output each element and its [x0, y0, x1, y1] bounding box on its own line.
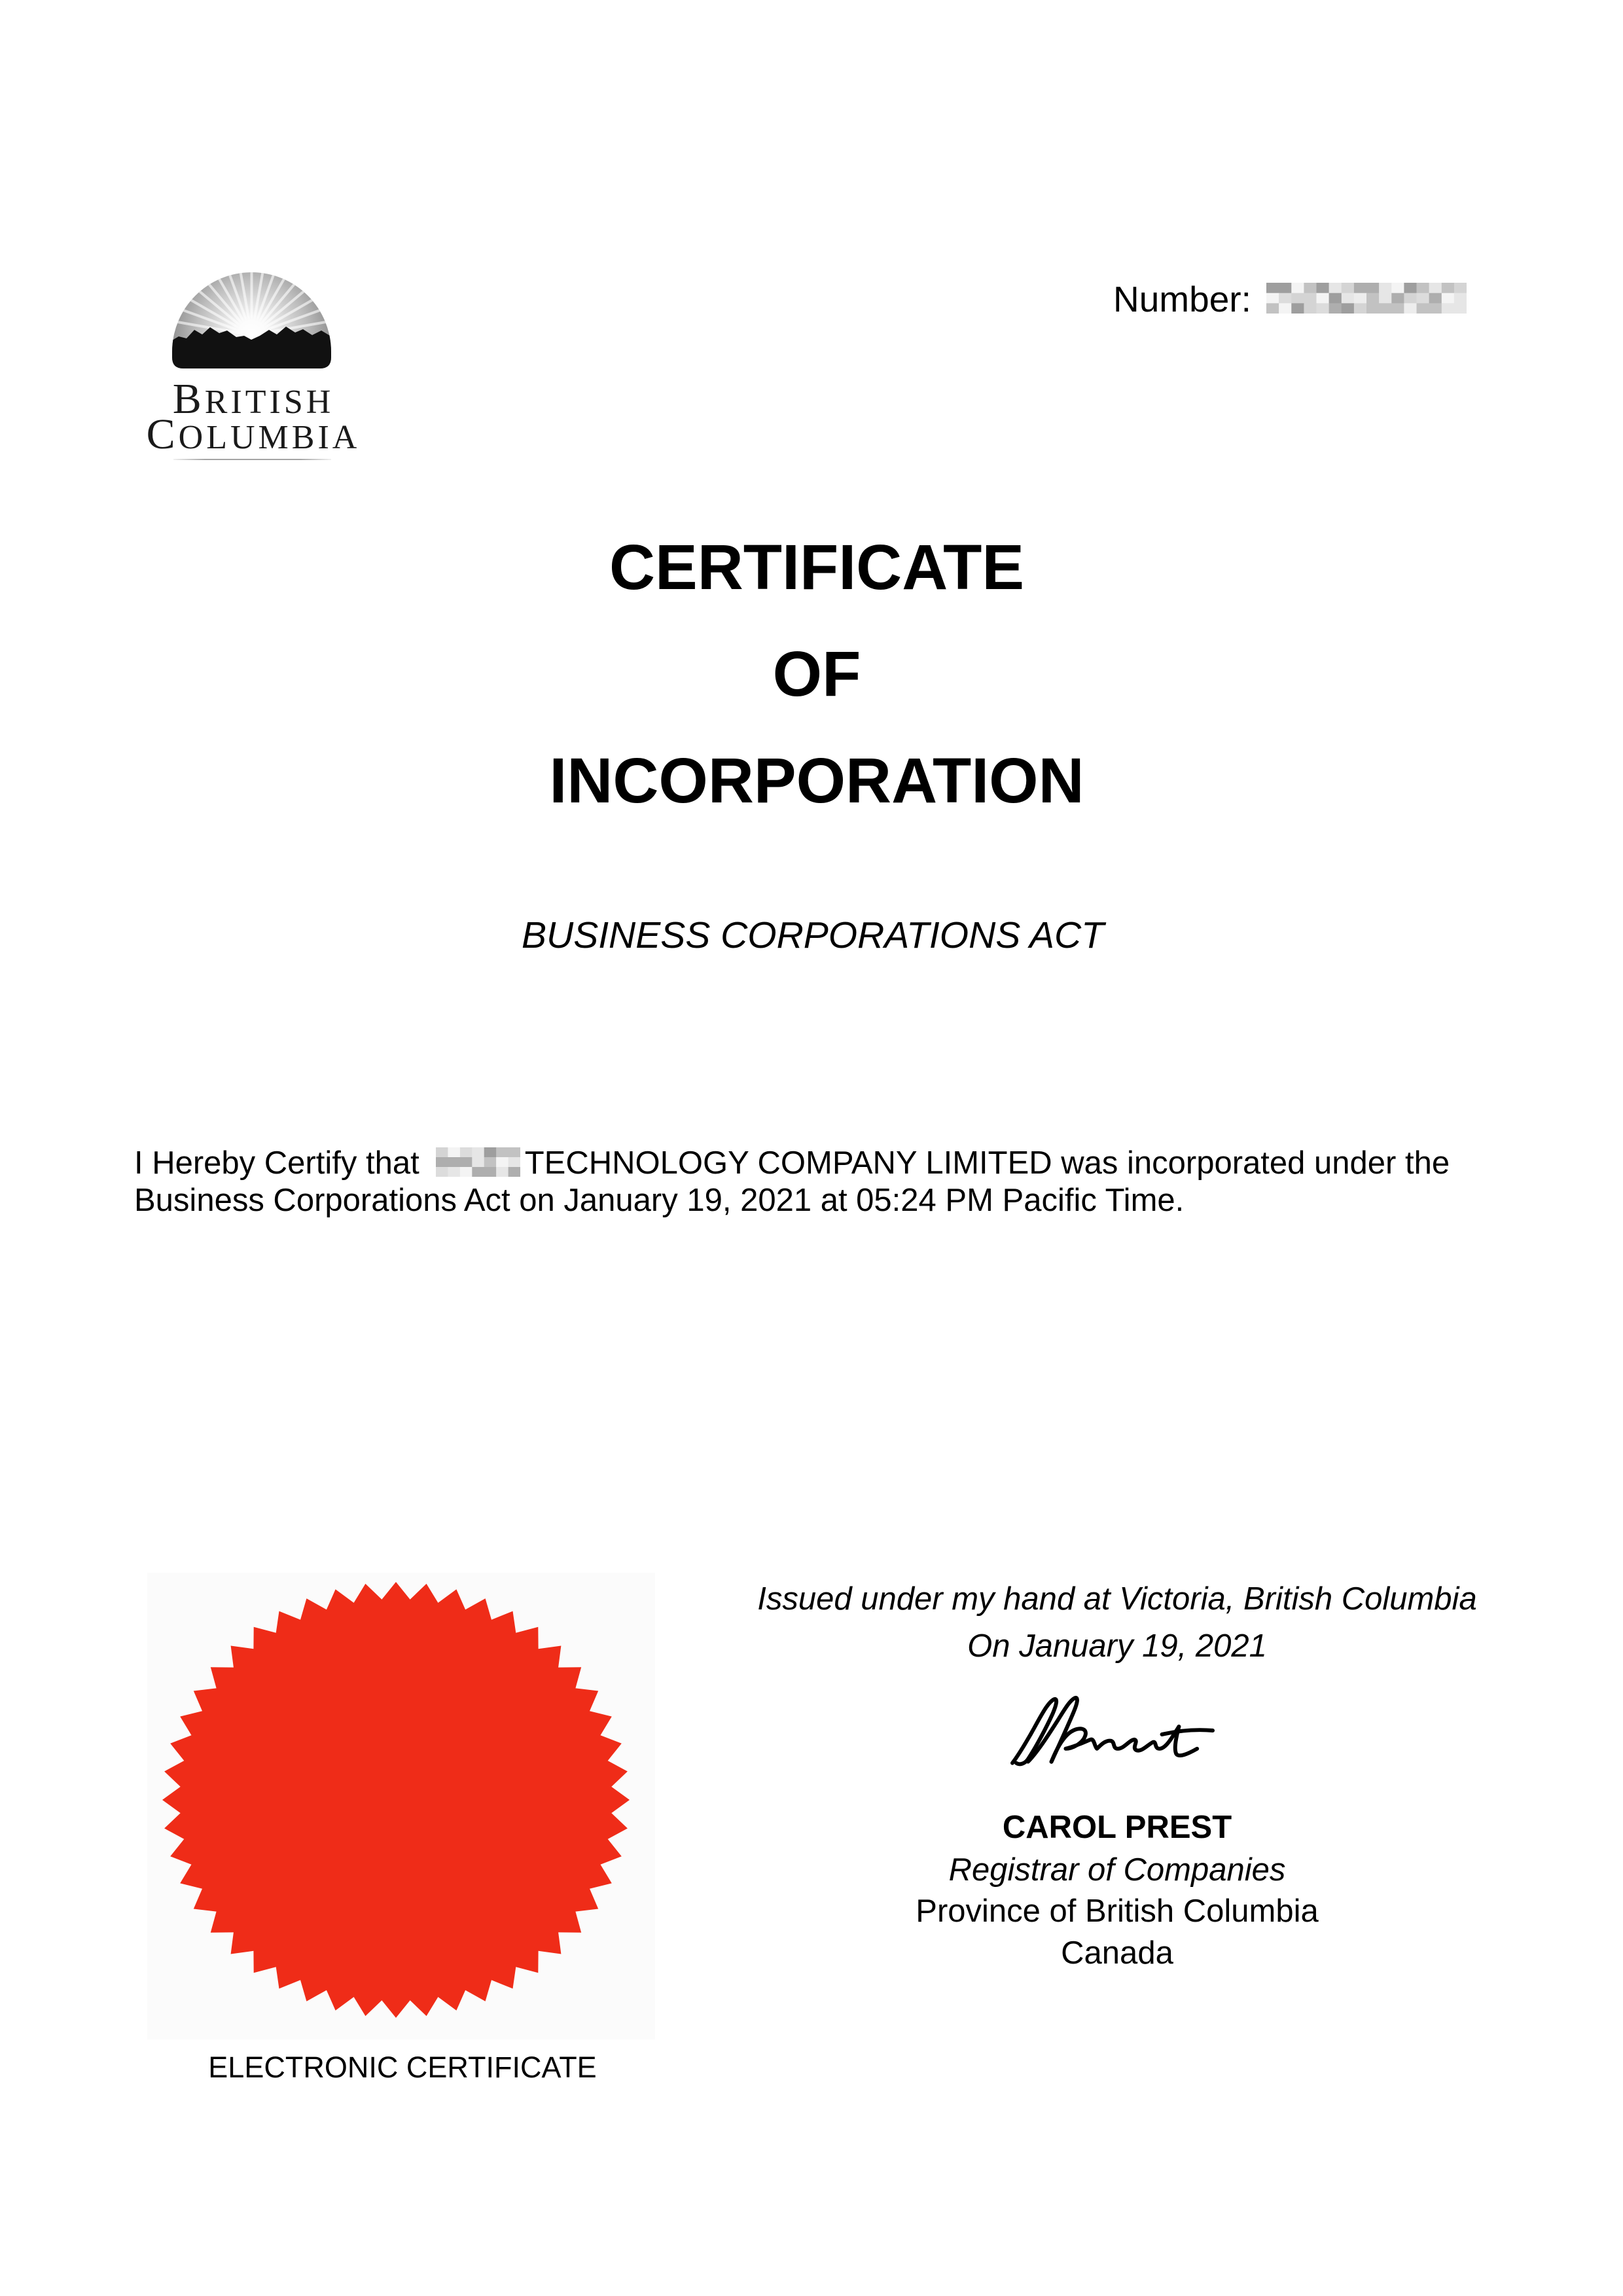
- issuance-place: Issued under my hand at Victoria, British Columbia: [757, 1581, 1477, 1617]
- redaction-cell: [484, 1147, 496, 1158]
- redaction-cell: [1379, 283, 1392, 293]
- certification-prefix: I Hereby Certify that: [134, 1145, 419, 1181]
- redaction-cell: [508, 1167, 520, 1177]
- redaction-cell: [1429, 283, 1442, 293]
- redaction-cell: [1266, 303, 1279, 314]
- redaction-cell: [472, 1167, 484, 1177]
- redaction-cell: [1304, 303, 1317, 314]
- redaction-cell: [1279, 283, 1292, 293]
- redaction-cell: [1366, 303, 1380, 314]
- redaction-cell: [1366, 283, 1380, 293]
- redaction-cell: [1354, 303, 1367, 314]
- redaction-cell: [1266, 283, 1279, 293]
- redaction-cell: [1342, 293, 1355, 304]
- issuance-date: On January 19, 2021: [967, 1628, 1267, 1664]
- redaction-cell: [1317, 303, 1330, 314]
- redaction-cell: [1429, 293, 1442, 304]
- registrar-jurisdiction: Province of British Columbia: [916, 1893, 1319, 1929]
- seal-caption: ELECTRONIC CERTIFICATE: [208, 2051, 597, 2084]
- redaction-cell: [1404, 303, 1417, 314]
- title-line-certificate: CERTIFICATE: [609, 531, 1025, 603]
- redaction-cell: [472, 1147, 484, 1158]
- redaction-cell: [1391, 303, 1404, 314]
- seal-starburst: [162, 1582, 630, 2018]
- redaction-cell: [508, 1157, 520, 1168]
- redaction-cell: [1442, 283, 1455, 293]
- redaction-cell: [508, 1147, 520, 1158]
- redaction-cell: [448, 1167, 460, 1177]
- certification-statement-line2: Business Corporations Act on January 19, 2021 at 05:24 PM Pacific Time.: [134, 1183, 1185, 1218]
- redaction-cell: [460, 1157, 473, 1168]
- redaction-cell: [1279, 293, 1292, 304]
- redaction-cell: [460, 1167, 473, 1177]
- redaction-cell: [1454, 283, 1467, 293]
- redaction-cell: [1329, 283, 1342, 293]
- redaction-cell: [496, 1167, 508, 1177]
- redaction-cell: [1342, 283, 1355, 293]
- redaction-cell: [1291, 283, 1304, 293]
- redaction-cell: [436, 1157, 448, 1168]
- redaction-cell: [1342, 303, 1355, 314]
- redaction-cell: [448, 1157, 460, 1168]
- redaction-cell: [1291, 303, 1304, 314]
- redaction-cell: [1354, 293, 1367, 304]
- bc-sunrise-emblem-icon: [172, 272, 331, 368]
- redaction-cell: [460, 1147, 473, 1158]
- redaction-cell: [496, 1157, 508, 1168]
- redaction-cell: [436, 1147, 448, 1158]
- redaction-cell: [1417, 293, 1430, 304]
- starburst-seal-icon: [154, 1571, 638, 2029]
- redaction-cell: [1391, 283, 1404, 293]
- redaction-cell: [496, 1147, 508, 1158]
- redaction-cell: [1391, 293, 1404, 304]
- logo-underline: [173, 459, 331, 460]
- certificate-number-label: Number:: [1113, 279, 1251, 319]
- redaction-cell: [1366, 293, 1380, 304]
- redaction-cell: [1354, 283, 1367, 293]
- redaction-cell: [1304, 293, 1317, 304]
- redaction-cell: [1454, 293, 1467, 304]
- registrar-signature: [1008, 1694, 1217, 1767]
- redaction-cell: [1329, 293, 1342, 304]
- redaction-cell: [1291, 293, 1304, 304]
- redaction-cell: [1404, 283, 1417, 293]
- redaction-cell: [1317, 293, 1330, 304]
- certification-statement: [134, 1145, 1450, 1219]
- redaction-cell: [1379, 303, 1392, 314]
- redaction-cell: [484, 1157, 496, 1168]
- redacted-certificate-number: [1266, 283, 1467, 314]
- registrar-title: Registrar of Companies: [948, 1852, 1286, 1888]
- certificate-title: [162, 514, 1471, 834]
- redaction-cell: [484, 1167, 496, 1177]
- company-name: TECHNOLOGY COMPANY LIMITED: [524, 1145, 1052, 1181]
- registrar-country: Canada: [1061, 1935, 1173, 1971]
- redaction-cell: [436, 1167, 448, 1177]
- registrar-name: CAROL PREST: [1002, 1810, 1232, 1845]
- redaction-cell: [1329, 303, 1342, 314]
- redaction-cell: [1379, 293, 1392, 304]
- logo-text-columbia: COLUMBIA: [146, 410, 361, 458]
- redaction-cell: [1279, 303, 1292, 314]
- certification-line-1: [134, 1145, 1450, 1182]
- redaction-cell: [1404, 293, 1417, 304]
- redaction-cell: [1417, 303, 1430, 314]
- redaction-cell: [1442, 293, 1455, 304]
- title-line-of: OF: [772, 638, 861, 709]
- redaction-cell: [1442, 303, 1455, 314]
- redaction-cell: [472, 1157, 484, 1168]
- logo-text-british: BRITISH: [172, 375, 334, 423]
- certification-statement-line1: was incorporated under the: [1061, 1145, 1450, 1181]
- redacted-company-name: [436, 1147, 520, 1177]
- act-name: BUSINESS CORPORATIONS ACT: [522, 914, 1104, 956]
- title-line-incorporation: INCORPORATION: [549, 745, 1084, 816]
- redaction-cell: [1429, 303, 1442, 314]
- redaction-cell: [1304, 283, 1317, 293]
- redaction-cell: [448, 1147, 460, 1158]
- redaction-cell: [1454, 303, 1467, 314]
- redaction-cell: [1417, 283, 1430, 293]
- redaction-cell: [1317, 283, 1330, 293]
- redaction-cell: [1266, 293, 1279, 304]
